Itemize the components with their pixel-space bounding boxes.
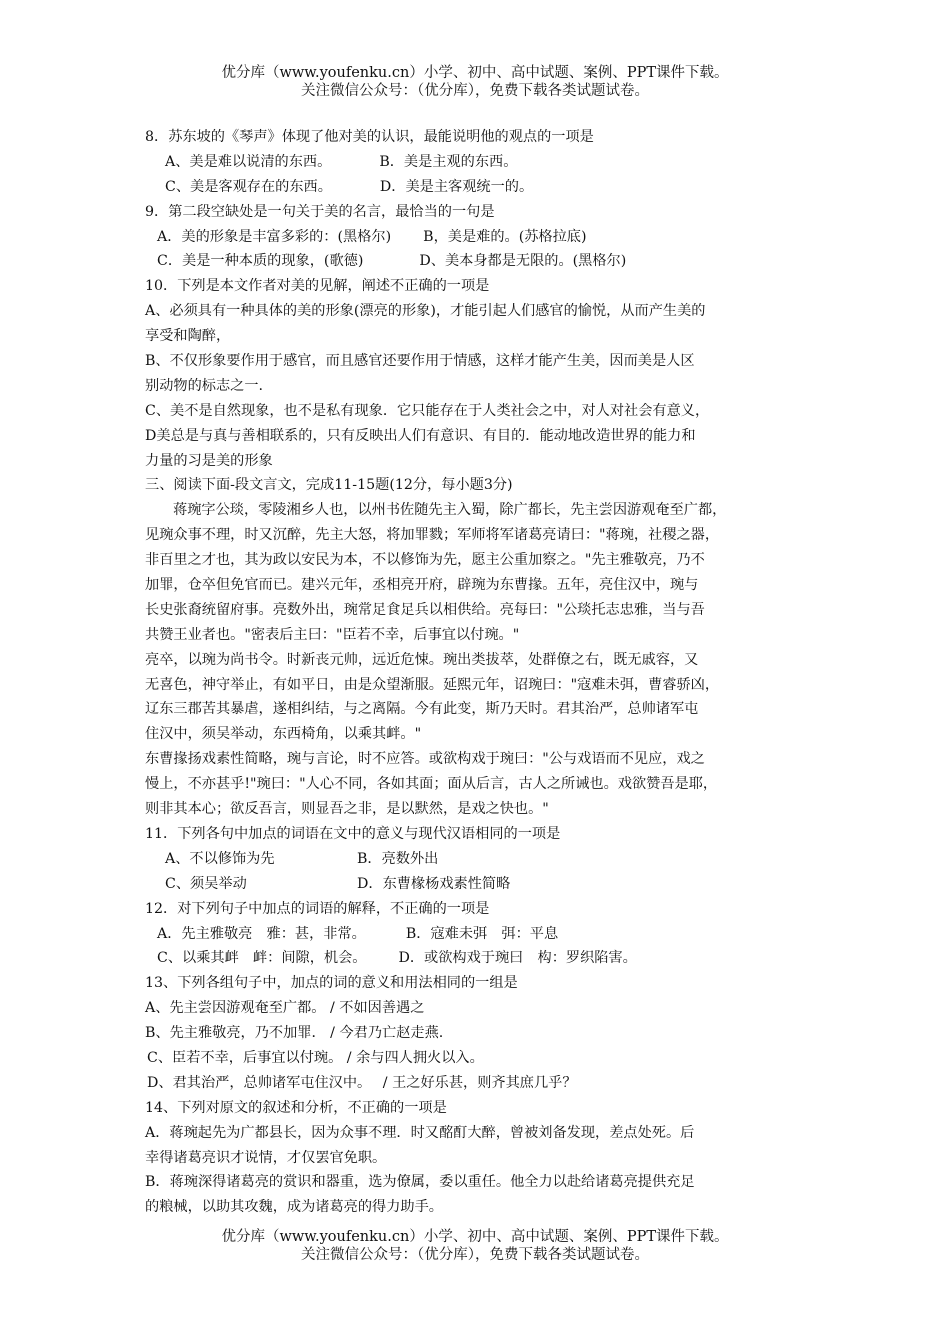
document-body (145, 125, 813, 1220)
q8-option-a: A、美是难以说清的东西。 (165, 153, 332, 170)
footer-line-2: 关注微信公众号：（优分库），免费下载各类试题试卷。 (301, 1247, 649, 1263)
q9-option-d: D、美本身都是无限的。(黑格尔) (419, 253, 627, 270)
q10-line: 力量的习是美的形象 (145, 452, 273, 469)
q12-stem: 12．对下列句子中加点的词语的解释，不正确的一项是 (145, 900, 490, 917)
passage-line: 共赞王业者也。"密表后主曰："臣若不幸，后事宜以付琬。" (145, 626, 520, 643)
q12-options-row-2 (145, 946, 813, 971)
passage-line: 则非其本心；欲反吾言，则显吾之非，是以默然，是戏之快也。" (145, 801, 549, 818)
passage-line: 长史张裔统留府事。亮数外出，琬常足食足兵以相供给。亮每曰："公琰托志忠雅，当与吾 (145, 601, 705, 618)
passage-line: 辽东三郡苦其暴虐，遂相纠结，与之离隔。今有此变，斯乃天时。君其治严，总帅诸军屯 (145, 701, 699, 718)
q10-line: 享受和陶醉， (145, 328, 231, 345)
q11-stem: 11．下列各句中加点的词语在文中的意义与现代汉语相同的一项是 (145, 825, 561, 842)
q14-line: 的粮械，以助其攻魏，成为诸葛亮的得力助手。 (145, 1199, 443, 1216)
q9-option-c: C．美是一种本质的现象，(歌德) (157, 253, 364, 270)
q13-option-d: D、君其治严，总帅诸军屯住汉中。 / 王之好乐甚，则齐其庶几乎？ (147, 1074, 577, 1091)
q12-option-c: C、以乘其衅 衅：间隙，机会。 (157, 950, 367, 967)
passage-line: 蒋琬字公琰，零陵湘乡人也，以州书佐随先主入蜀，除广都长，先主尝因游观奄至广都， (173, 502, 727, 519)
q12-option-d: D．或欲构戏于琬曰 构：罗织陷害。 (398, 950, 637, 967)
q11-option-d: D．东曹椽杨戏素性简略 (357, 875, 511, 892)
passage-line: 东曹掾扬戏素性简略，琬与言论，时不应答。或欲构戏于琬曰："公与戏语而不见应，戏之 (145, 751, 705, 768)
q12-option-b: B．寇难未弭 弭：平息 (405, 925, 559, 942)
passage-line: 加罪，仓卒但免官而已。建兴元年，丞相亮开府，辟琬为东曹掾。五年，亮住汉中，琬与 (145, 577, 699, 594)
q14-line: 幸得诸葛亮识才说情，才仅罢官免职。 (145, 1149, 387, 1166)
passage-line: 慢上，不亦甚乎!"琬曰："人心不同，各如其面；面从后言，古人之所诫也。戏欲赞吾是耶， (145, 776, 718, 793)
q11-option-b: B．亮数外出 (357, 850, 439, 867)
q8-stem: 8．苏东坡的《琴声》体现了他对美的认识，最能说明他的观点的一项是 (145, 129, 594, 145)
q8-option-b: B．美是主观的东西。 (379, 153, 518, 170)
q12-options-row-1 (145, 922, 813, 947)
header-line-2: 关注微信公众号：（优分库），免费下载各类试题试卷。 (301, 83, 649, 99)
passage-line: 亮卒，以琬为尚书令。时新丧元帅，远近危悚。琬出类拔萃，处群僚之右，既无戚容，又 (145, 651, 699, 668)
q10-line: C、美不是自然现象，也不是私有现象．它只能存在于人类社会之中，对人对社会有意义， (145, 402, 710, 419)
q8-option-c: C、美是客观存在的东西。 (165, 178, 332, 195)
q10-stem: 10．下列是本文作者对美的见解，阐述不正确的一项是 (145, 278, 490, 295)
q14-stem: 14、下列对原文的叙述和分析，不正确的一项是 (145, 1099, 447, 1116)
passage-line: 非百里之才也，其为政以安民为本，不以修饰为先，愿主公重加察之。"先主雅敬亮，乃不 (145, 552, 705, 569)
q14-line: A．蒋琬起先为广都县长，因为众事不理．时又酩酊大醉，曾被刘备发现，差点处死。后 (145, 1124, 695, 1141)
q8-option-d: D．美是主客观统一的。 (379, 178, 534, 195)
q13-stem: 13、下列各组句子中，加点的词的意义和用法相同的一组是 (145, 975, 518, 992)
q10-line: A、必须具有一种具体的美的形象(漂亮的形象)，才能引起人们感官的愉悦，从而产生美的 (145, 303, 706, 320)
q10-line: 别动物的标志之一. (145, 377, 264, 394)
q8-options-row-2 (145, 175, 813, 200)
section-3-title: 三、阅读下面-段文言文，完成11-15题(12分，每小题3分) (145, 477, 513, 494)
q12-option-a: A．先主雅敬亮 雅：甚，非常。 (157, 925, 366, 942)
q9-option-a: A．美的形象是丰富多彩的：(黑格尔) (157, 228, 392, 245)
q13-option-a: A、先主尝因游观奄至广都。 / 不如因善遇之 (145, 1000, 425, 1017)
q13-option-b: B、先主雅敬亮，乃不加罪． / 今君乃亡赵走燕. (145, 1025, 444, 1042)
q14-line: B．蒋琬深得诸葛亮的赏识和器重，选为僚属，委以重任。他全力以赴给诸葛亮提供充足 (145, 1174, 695, 1191)
q10-line: D美总是与真与善相联系的，只有反映出人们有意识、有目的．能动地改造世界的能力和 (145, 427, 696, 444)
page-header (0, 64, 950, 100)
q11-option-c: C、须吴举动 (165, 875, 247, 892)
q9-options-row-1 (145, 225, 813, 250)
q13-option-c: C、臣若不幸，后事宜以付琬。 / 余与四人拥火以入。 (147, 1049, 484, 1066)
page-footer (0, 1228, 950, 1264)
q9-options-row-2 (145, 249, 813, 274)
passage-line: 住汉中，须吴举动，东西椅角，以乘其衅。" (145, 726, 422, 743)
q9-stem: 9．第二段空缺处是一句关于美的名言，最恰当的一句是 (145, 203, 495, 220)
q8-options-row-1 (145, 150, 813, 175)
q11-options-row-1 (145, 847, 813, 872)
footer-line-1: 优分库（www.youfenku.cn）小学、初中、高中试题、案例、PPT课件下载。 (221, 1229, 729, 1245)
header-line-1: 优分库（www.youfenku.cn）小学、初中、高中试题、案例、PPT课件下载。 (221, 65, 729, 81)
q9-option-b: B，美是难的。(苏格拉底) (423, 228, 587, 245)
q11-options-row-2 (145, 872, 813, 897)
q11-option-a: A、不以修饰为先 (165, 850, 275, 867)
passage-line: 见琬众事不理，时又沉醉，先主大怒，将加罪戮；军师将军诸葛亮请曰："蒋琬，社稷之器， (145, 527, 720, 544)
q10-line: B、不仅形象要作用于感官，而且感官还要作用于情感，这样才能产生美，因而美是人区 (145, 353, 695, 370)
passage-line: 无喜色，神守举止，有如平日，由是众望渐服。延熙元年，诏琬曰："寇难未弭，曹睿骄凶， (145, 676, 720, 693)
